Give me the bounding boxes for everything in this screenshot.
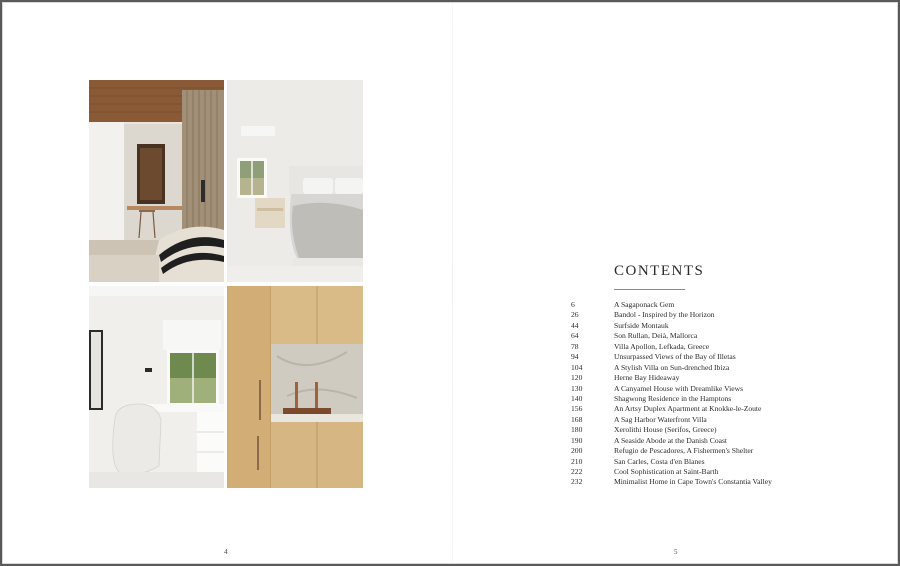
bedroom-wood-ceiling-photo [89, 80, 224, 282]
toc-page-number: 210 [571, 456, 583, 466]
toc-page-number: 6 [571, 300, 575, 309]
toc-entry-title: Unsurpassed Views of the Bay of Illetas [614, 352, 736, 362]
toc-entry[interactable] [571, 457, 772, 467]
page-gutter [452, 3, 453, 563]
white-bedroom-photo [227, 80, 363, 282]
toc-entry-title: Shagwong Residence in the Hamptons [614, 393, 732, 403]
toc-entry[interactable] [571, 477, 772, 487]
toc-entry-title: Son Rullan, Deià, Mallorca [614, 331, 698, 341]
heading-divider [614, 289, 685, 290]
toc-entry-title: Xerolithi House (Serifos, Greece) [614, 425, 717, 435]
toc-page-number: 78 [571, 341, 579, 351]
toc-entry-title: Minimalist Home in Cape Town's Constantia Valley [614, 477, 772, 487]
toc-entry-title: Villa Apollon, Lefkada, Greece [614, 341, 710, 351]
toc-page-number: 168 [571, 414, 583, 424]
toc-entry[interactable] [571, 373, 772, 383]
toc-page-number: 130 [571, 383, 583, 393]
toc-entry[interactable] [571, 321, 772, 331]
toc-entry-title: A Stylish Villa on Sun-drenched Ibiza [614, 362, 730, 372]
toc-page-number: 104 [571, 362, 583, 372]
toc-page-number: 44 [571, 320, 579, 330]
toc-page-number: 140 [571, 393, 583, 403]
toc-page-number: 94 [571, 352, 579, 362]
page-number-right: 5 [674, 548, 678, 556]
toc-entry[interactable] [571, 342, 772, 352]
toc-page-number: 180 [571, 425, 583, 435]
page-number-left: 4 [224, 548, 228, 556]
toc-entry-title: Surfside Montauk [614, 320, 669, 330]
toc-entry-title: Herne Bay Hideaway [614, 373, 680, 383]
toc-entry-title: San Carles, Costa d'en Blanes [614, 456, 705, 466]
toc-entry[interactable] [571, 352, 772, 362]
toc-entry-title: Cool Sophistication at Saint-Barth [614, 467, 719, 476]
toc-page-number: 64 [571, 331, 579, 341]
oak-kitchen-photo [227, 286, 363, 488]
toc-page-number: 200 [571, 446, 583, 456]
toc-entry[interactable] [571, 300, 772, 310]
toc-entry-title: A Canyamel House with Dreamlike Views [614, 383, 744, 393]
toc-entry-title: Refugio de Pescadores, A Fishermen's Shelter [614, 446, 754, 456]
toc-entry[interactable] [571, 467, 772, 477]
contents-list [571, 300, 772, 488]
toc-entry-title: A Seaside Abode at the Danish Coast [614, 435, 728, 445]
toc-entry[interactable] [571, 384, 772, 394]
toc-entry-title: A Sag Harbor Waterfront Villa [614, 414, 707, 424]
toc-entry-title: An Artsy Duplex Apartment at Knokke-le-Zoute [614, 404, 762, 414]
toc-page-number: 156 [571, 404, 583, 414]
toc-entry[interactable] [571, 425, 772, 435]
toc-entry-title: Bandol - Inspired by the Horizon [614, 310, 715, 320]
toc-page-number: 26 [571, 310, 579, 320]
book-spread [2, 2, 898, 564]
toc-entry[interactable] [571, 363, 772, 373]
toc-page-number: 190 [571, 435, 583, 445]
toc-page-number: 232 [571, 477, 583, 487]
toc-entry[interactable] [571, 394, 772, 404]
toc-entry[interactable] [571, 436, 772, 446]
toc-entry[interactable] [571, 404, 772, 414]
toc-entry[interactable] [571, 331, 772, 341]
toc-entry[interactable] [571, 310, 772, 320]
toc-entry-title: A Sagaponack Gem [614, 300, 675, 309]
contents-heading: CONTENTS [614, 263, 705, 279]
toc-entry[interactable] [571, 446, 772, 456]
white-office-chair-photo [89, 286, 224, 488]
toc-entry[interactable] [571, 415, 772, 425]
toc-page-number: 222 [571, 467, 583, 476]
toc-page-number: 120 [571, 373, 583, 383]
